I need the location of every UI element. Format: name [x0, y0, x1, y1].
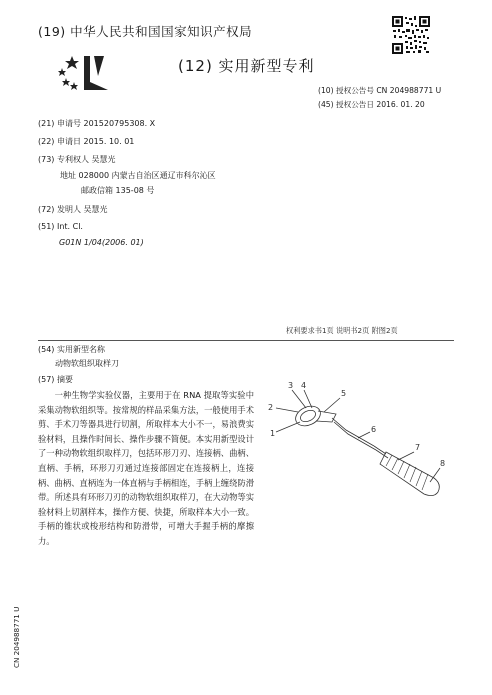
figure-label-1: 1 — [270, 429, 276, 438]
inventor: (72) 发明人 吴慧光 — [38, 205, 108, 214]
figure-label-4: 4 — [301, 381, 307, 390]
figure-label-5: 5 — [341, 389, 347, 398]
figure-label-7: 7 — [415, 443, 421, 452]
int-cl-label: (51) Int. Cl. — [38, 222, 83, 231]
page-counts: 权利要求书1页 说明书2页 附图2页 — [286, 326, 398, 335]
issuing-office: (19) 中华人民共和国国家知识产权局 — [38, 24, 253, 39]
publication-number: (10) 授权公告号 CN 204988771 U — [318, 86, 442, 95]
figure-label-8: 8 — [440, 459, 446, 468]
figure-label-3: 3 — [288, 381, 294, 390]
crank — [332, 418, 377, 446]
sampling-knife-figure — [258, 378, 458, 518]
section-divider — [38, 340, 454, 341]
figure-label-2: 2 — [268, 403, 274, 412]
side-patent-number: CN 204988771 U — [12, 606, 21, 668]
cnipa-logo — [58, 52, 116, 96]
application-number: (21) 申请号 201520795308. X — [38, 119, 156, 128]
application-date: (22) 申请日 2015. 10. 01 — [38, 137, 135, 146]
connecting-part — [316, 411, 336, 422]
ring-blade — [292, 402, 323, 429]
grip-handle — [380, 452, 439, 496]
abstract-text: 一种生物学实验仪器，主要用于在 RNA 提取等实验中采集动物软组织等。按常规的样品采集方法，一般使用手术剪、手术刀等器具进行切割，所取样本大小不一，易浪费实验材料，且操作时间长、操作步骤不简便。本实用新型设计了一种动物软组织取样刀，包括环形刀刃、连接柄、曲柄、直柄、手柄，环形刀刃通过连接部固定在连接柄上，连接柄、曲柄、直柄连为一体直柄与手柄相连，手柄上缠绕防滑带。所述具有环形刀刃的动物软组织取样刀，在大动物等实验材料上切割样本，操作方便、快捷，所取样本大小一致。手柄的锥状或梭形结构和防滑带，可增大手握手柄的摩擦力。 — [38, 390, 254, 546]
figure-label-6: 6 — [371, 425, 377, 434]
ipc-classification: G01N 1/04(2006. 01) — [59, 238, 144, 247]
document-type: (12) 实用新型专利 — [178, 57, 315, 75]
address-line-1: 地址 028000 内蒙古自治区通辽市科尔沁区 — [60, 171, 216, 180]
qr-code — [392, 16, 430, 54]
title-label: (54) 实用新型名称 — [38, 345, 105, 354]
publication-date: (45) 授权公告日 2016. 01. 20 — [318, 100, 425, 109]
address-line-2: 邮政信箱 135-08 号 — [81, 186, 155, 195]
abstract-label: (57) 摘要 — [38, 375, 73, 384]
patentee: (73) 专利权人 吴慧光 — [38, 155, 116, 164]
utility-model-title: 动物软组织取样刀 — [55, 359, 119, 368]
